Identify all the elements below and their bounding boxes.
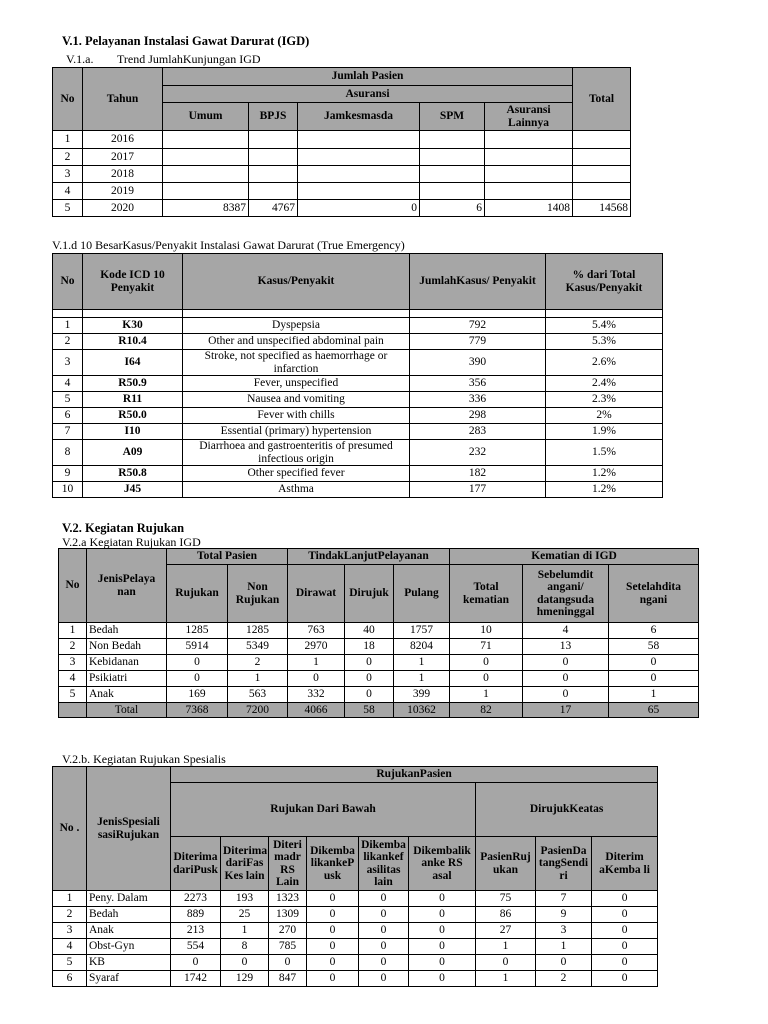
cell-kode: R50.9 <box>83 376 183 392</box>
cell-kode: R50.8 <box>83 466 183 482</box>
cell-c8: 2 <box>536 971 592 987</box>
header-pasien-rujukan: PasienRuj ukan <box>476 837 536 891</box>
cell-c1: 213 <box>171 923 221 939</box>
cell-c6: 0 <box>409 907 476 923</box>
cell-rujukan: 0 <box>167 655 228 671</box>
cell-dirawat: 2970 <box>288 639 345 655</box>
header-diterima-faskes: Diterima dariFas Kes lain <box>221 837 269 891</box>
cell-kasus: Stroke, not specified as haemorrhage or infarction <box>183 350 410 376</box>
cell-total: 14568 <box>573 200 631 217</box>
cell-c2: 193 <box>221 891 269 907</box>
header-tindak-lanjut: TindakLanjutPelayanan <box>288 549 450 565</box>
header-asuransi: Asuransi <box>163 86 573 103</box>
header-persen: % dari Total Kasus/Penyakit <box>546 254 663 310</box>
cell-c4: 0 <box>307 939 359 955</box>
cell-spm: 6 <box>420 200 485 217</box>
cell-umum <box>163 183 249 200</box>
cell-spm <box>420 166 485 183</box>
cell-sebelum: 13 <box>523 639 609 655</box>
cell-non: 2 <box>228 655 288 671</box>
cell-jenis: Obst-Gyn <box>87 939 171 955</box>
cell-c5: 0 <box>359 907 409 923</box>
header-jenis-spesialisasi: JenisSpesiali sasiRujukan <box>87 767 171 891</box>
cell-persen: 5.3% <box>546 334 663 350</box>
cell-c6: 0 <box>409 923 476 939</box>
header-diterima-rs: Diteri madr RS Lain <box>269 837 307 891</box>
cell-jenis: Syaraf <box>87 971 171 987</box>
cell-jumlah: 390 <box>410 350 546 376</box>
header-rujukan: Rujukan <box>167 565 228 623</box>
cell-c3: 0 <box>269 955 307 971</box>
cell-c2: 8 <box>221 939 269 955</box>
cell-c8: 1 <box>536 939 592 955</box>
cell-total-kematian: 0 <box>450 655 523 671</box>
header-no: No <box>53 254 83 310</box>
cell-no: 3 <box>53 923 87 939</box>
table-row <box>53 440 663 466</box>
cell-pulang: 1 <box>394 655 450 671</box>
cell-jumlah: 232 <box>410 440 546 466</box>
cell-dirujuk: 18 <box>345 639 394 655</box>
cell-sebelum: 0 <box>523 655 609 671</box>
cell-lain <box>485 166 573 183</box>
cell-sebelum: 0 <box>523 671 609 687</box>
cell-c4: 0 <box>307 971 359 987</box>
cell-c9: 0 <box>592 907 658 923</box>
table-row <box>53 907 658 923</box>
total-row <box>59 703 699 718</box>
header-dikembalikan-rs: Dikembalik anke RS asal <box>409 837 476 891</box>
header-rujukan-pasien: RujukanPasien <box>171 767 658 783</box>
cell-c1: 554 <box>171 939 221 955</box>
table-row <box>53 482 663 498</box>
cell-c7: 27 <box>476 923 536 939</box>
header-pulang: Pulang <box>394 565 450 623</box>
cell-dirawat: 4066 <box>288 703 345 718</box>
cell-jumlah: 298 <box>410 408 546 424</box>
cell-lain <box>485 149 573 166</box>
cell-bpjs <box>249 131 298 149</box>
cell-lain <box>485 131 573 149</box>
cell-dirawat: 763 <box>288 623 345 639</box>
cell-persen: 1.2% <box>546 466 663 482</box>
cell-setelah: 0 <box>609 655 699 671</box>
cell-no: 1 <box>53 131 83 149</box>
cell-bpjs <box>249 166 298 183</box>
cell-no: 2 <box>53 149 83 166</box>
cell-no: 5 <box>53 955 87 971</box>
rujukan-igd-table <box>58 548 699 718</box>
cell-umum <box>163 131 249 149</box>
subsection-number: V.1.a. <box>66 52 94 66</box>
cell-total-kematian: 82 <box>450 703 523 718</box>
cell-pulang: 399 <box>394 687 450 703</box>
cell-c6: 0 <box>409 891 476 907</box>
cell-c9: 0 <box>592 939 658 955</box>
cell-jumlah: 336 <box>410 392 546 408</box>
header-kasus: Kasus/Penyakit <box>183 254 410 310</box>
header-dikembalikan-pusk: Dikemba likankeP usk <box>307 837 359 891</box>
header-jumlah-pasien: Jumlah Pasien <box>163 68 573 86</box>
cell-non: 563 <box>228 687 288 703</box>
cell-dirujuk: 0 <box>345 671 394 687</box>
cell-jumlah: 182 <box>410 466 546 482</box>
cell-rujukan: 7368 <box>167 703 228 718</box>
cell-no: 3 <box>59 655 87 671</box>
table-row <box>59 623 699 639</box>
header-non-rujukan: Non Rujukan <box>228 565 288 623</box>
header-diterima-kembali: Diterim aKemba li <box>592 837 658 891</box>
cell-c1: 0 <box>171 955 221 971</box>
cell-c3: 270 <box>269 923 307 939</box>
cell-c1: 889 <box>171 907 221 923</box>
cell-jenis: Anak <box>87 923 171 939</box>
header-rujukan-dari-bawah: Rujukan Dari Bawah <box>171 783 476 837</box>
cell-jamkes <box>298 131 420 149</box>
cell-spm <box>420 149 485 166</box>
header-dirujuk: Dirujuk <box>345 565 394 623</box>
header-umum: Umum <box>163 103 249 131</box>
cell-c7: 1 <box>476 939 536 955</box>
cell-no: 5 <box>59 687 87 703</box>
cell-c2: 25 <box>221 907 269 923</box>
cell-c2: 129 <box>221 971 269 987</box>
table-row <box>53 466 663 482</box>
cell-persen: 2.6% <box>546 350 663 376</box>
cell-bpjs <box>249 149 298 166</box>
cell-jamkes <box>298 166 420 183</box>
cell-jumlah: 779 <box>410 334 546 350</box>
cell-no: 7 <box>53 424 83 440</box>
cell-c6: 0 <box>409 939 476 955</box>
top-10-kasus-table <box>52 253 663 498</box>
cell-c4: 0 <box>307 891 359 907</box>
cell-c5: 0 <box>359 923 409 939</box>
header-tahun: Tahun <box>83 68 163 131</box>
cell-rujukan: 5914 <box>167 639 228 655</box>
cell-persen: 1.2% <box>546 482 663 498</box>
cell-c4: 0 <box>307 923 359 939</box>
cell-tahun: 2020 <box>83 200 163 217</box>
table-row <box>53 334 663 350</box>
cell-setelah: 1 <box>609 687 699 703</box>
cell-tahun: 2016 <box>83 131 163 149</box>
table-row <box>53 392 663 408</box>
cell-jumlah: 792 <box>410 318 546 334</box>
cell-pulang: 8204 <box>394 639 450 655</box>
table-row <box>53 891 658 907</box>
cell-kode: I10 <box>83 424 183 440</box>
header-jenis-pelayanan: JenisPelaya nan <box>87 549 167 623</box>
header-diterima-pusk: Diterima dariPusk <box>171 837 221 891</box>
cell-setelah: 58 <box>609 639 699 655</box>
cell-kode: R50.0 <box>83 408 183 424</box>
header-dikembalikan-fasilitas: Dikemba likankef asilitas lain <box>359 837 409 891</box>
header-sebelum: Sebelumdit angani/ datangsuda hmeninggal <box>523 565 609 623</box>
cell-tahun: 2018 <box>83 166 163 183</box>
cell-total-kematian: 0 <box>450 671 523 687</box>
cell-no: 2 <box>59 639 87 655</box>
cell-c5: 0 <box>359 891 409 907</box>
cell-c9: 0 <box>592 923 658 939</box>
cell-no: 6 <box>53 971 87 987</box>
cell-dirujuk: 0 <box>345 687 394 703</box>
cell-persen: 2% <box>546 408 663 424</box>
cell-c8: 7 <box>536 891 592 907</box>
cell-c8: 9 <box>536 907 592 923</box>
cell-kode: R10.4 <box>83 334 183 350</box>
cell-kasus: Dyspepsia <box>183 318 410 334</box>
cell-pulang: 1757 <box>394 623 450 639</box>
subsection-title-trend: Trend JumlahKunjungan IGD <box>117 52 261 66</box>
cell-rujukan: 169 <box>167 687 228 703</box>
cell-dirawat: 332 <box>288 687 345 703</box>
cell-jenis: Non Bedah <box>87 639 167 655</box>
header-jumlah-kasus: JumlahKasus/ Penyakit <box>410 254 546 310</box>
cell-c7: 1 <box>476 971 536 987</box>
cell-setelah: 6 <box>609 623 699 639</box>
cell-no: 1 <box>53 891 87 907</box>
cell-sebelum: 0 <box>523 687 609 703</box>
cell-persen: 1.9% <box>546 424 663 440</box>
cell-c4: 0 <box>307 955 359 971</box>
header-setelah: Setelahdita ngani <box>609 565 699 623</box>
table-row <box>59 655 699 671</box>
cell-non: 7200 <box>228 703 288 718</box>
table-row <box>53 166 631 183</box>
header-no: No . <box>53 767 87 891</box>
table-row <box>53 939 658 955</box>
cell-persen: 2.4% <box>546 376 663 392</box>
cell-no: 2 <box>53 907 87 923</box>
header-dirawat: Dirawat <box>288 565 345 623</box>
table-row <box>53 923 658 939</box>
header-no: No <box>59 549 87 623</box>
cell-total-kematian: 10 <box>450 623 523 639</box>
cell-umum <box>163 149 249 166</box>
table-row <box>53 955 658 971</box>
cell-total-label: Total <box>87 703 167 718</box>
cell-jumlah: 356 <box>410 376 546 392</box>
cell-spm <box>420 183 485 200</box>
subsection-title-10-besar: V.1.d 10 BesarKasus/Penyakit Instalasi Gawat Darurat (True Emergency) <box>52 238 405 252</box>
cell-pulang: 10362 <box>394 703 450 718</box>
cell-total <box>573 166 631 183</box>
cell-no: 5 <box>53 200 83 217</box>
cell-kasus: Nausea and vomiting <box>183 392 410 408</box>
section-title-igd: V.1. Pelayanan Instalasi Gawat Darurat (IGD) <box>62 34 310 48</box>
cell-no: 8 <box>53 440 83 466</box>
cell-jumlah: 283 <box>410 424 546 440</box>
cell-c9: 0 <box>592 955 658 971</box>
cell-jamkes: 0 <box>298 200 420 217</box>
cell-c9: 0 <box>592 891 658 907</box>
trend-kunjungan-table <box>52 67 631 217</box>
cell-c8: 3 <box>536 923 592 939</box>
cell-dirawat: 0 <box>288 671 345 687</box>
cell-bpjs <box>249 183 298 200</box>
rujukan-spesialis-table <box>52 766 658 987</box>
cell-dirawat: 1 <box>288 655 345 671</box>
cell-persen: 5.4% <box>546 318 663 334</box>
cell-total-kematian: 1 <box>450 687 523 703</box>
cell-jenis: Peny. Dalam <box>87 891 171 907</box>
cell-umum <box>163 166 249 183</box>
cell-kasus: Asthma <box>183 482 410 498</box>
cell-dirujuk: 0 <box>345 655 394 671</box>
table-row <box>53 131 631 149</box>
cell-no: 4 <box>53 183 83 200</box>
cell-kasus: Other specified fever <box>183 466 410 482</box>
cell-kasus: Fever with chills <box>183 408 410 424</box>
cell-c3: 1309 <box>269 907 307 923</box>
header-spm: SPM <box>420 103 485 131</box>
header-total-kematian: Total kematian <box>450 565 523 623</box>
cell-umum: 8387 <box>163 200 249 217</box>
cell-setelah: 0 <box>609 671 699 687</box>
cell-no: 4 <box>59 671 87 687</box>
table-row <box>53 200 631 217</box>
table-row <box>59 671 699 687</box>
cell-jamkes <box>298 183 420 200</box>
cell-c3: 847 <box>269 971 307 987</box>
header-kode-icd: Kode ICD 10 Penyakit <box>83 254 183 310</box>
cell-kode: K30 <box>83 318 183 334</box>
table-row <box>53 318 663 334</box>
table-row <box>53 350 663 376</box>
cell-c5: 0 <box>359 971 409 987</box>
cell-kode: R11 <box>83 392 183 408</box>
header-asuransi-lainnya: Asuransi Lainnya <box>485 103 573 131</box>
cell-jenis: Psikiatri <box>87 671 167 687</box>
cell-kasus: Other and unspecified abdominal pain <box>183 334 410 350</box>
table-row <box>53 183 631 200</box>
cell-sebelum: 17 <box>523 703 609 718</box>
header-total: Total <box>573 68 631 131</box>
cell-bpjs: 4767 <box>249 200 298 217</box>
cell-c7: 75 <box>476 891 536 907</box>
cell-no: 5 <box>53 392 83 408</box>
cell-kode: J45 <box>83 482 183 498</box>
cell-dirujuk: 58 <box>345 703 394 718</box>
cell-jamkes <box>298 149 420 166</box>
cell-no: 3 <box>53 166 83 183</box>
cell-c5: 0 <box>359 955 409 971</box>
table-row <box>53 408 663 424</box>
header-dirujuk-keatas: DirujukKeatas <box>476 783 658 837</box>
cell-tahun: 2019 <box>83 183 163 200</box>
cell-setelah: 65 <box>609 703 699 718</box>
cell-c5: 0 <box>359 939 409 955</box>
cell-kasus: Fever, unspecified <box>183 376 410 392</box>
cell-spm <box>420 131 485 149</box>
header-no: No <box>53 68 83 131</box>
cell-lain: 1408 <box>485 200 573 217</box>
cell-persen: 1.5% <box>546 440 663 466</box>
cell-rujukan: 1285 <box>167 623 228 639</box>
table-row <box>59 687 699 703</box>
cell-total <box>573 183 631 200</box>
cell-c7: 0 <box>476 955 536 971</box>
subsection-title-rujukan-spesialis: V.2.b. Kegiatan Rujukan Spesialis <box>62 752 226 766</box>
cell-no: 3 <box>53 350 83 376</box>
cell-dirujuk: 40 <box>345 623 394 639</box>
cell-non: 1285 <box>228 623 288 639</box>
cell-jumlah: 177 <box>410 482 546 498</box>
cell-pulang: 1 <box>394 671 450 687</box>
cell-kode: A09 <box>83 440 183 466</box>
header-kematian: Kematian di IGD <box>450 549 699 565</box>
header-pasien-datang-sendiri: PasienDa tangSendi ri <box>536 837 592 891</box>
subsection-title-rujukan-igd: V.2.a Kegiatan Rujukan IGD <box>62 535 201 549</box>
cell-c3: 1323 <box>269 891 307 907</box>
cell-non: 5349 <box>228 639 288 655</box>
cell-no: 2 <box>53 334 83 350</box>
header-jamkesmasda: Jamkesmasda <box>298 103 420 131</box>
cell-kode: I64 <box>83 350 183 376</box>
cell-c7: 86 <box>476 907 536 923</box>
cell-total-kematian: 71 <box>450 639 523 655</box>
cell-no: 9 <box>53 466 83 482</box>
section-title-rujukan: V.2. Kegiatan Rujukan <box>62 521 185 535</box>
cell-rujukan: 0 <box>167 671 228 687</box>
cell-c8: 0 <box>536 955 592 971</box>
cell-c6: 0 <box>409 971 476 987</box>
cell-jenis: Anak <box>87 687 167 703</box>
cell-jenis: Bedah <box>87 907 171 923</box>
table-row <box>53 149 631 166</box>
cell-c2: 0 <box>221 955 269 971</box>
cell-c9: 0 <box>592 971 658 987</box>
cell-no: 1 <box>59 623 87 639</box>
cell-jenis: KB <box>87 955 171 971</box>
table-row <box>53 424 663 440</box>
cell-total <box>573 149 631 166</box>
cell-non: 1 <box>228 671 288 687</box>
header-bpjs: BPJS <box>249 103 298 131</box>
cell-lain <box>485 183 573 200</box>
cell-sebelum: 4 <box>523 623 609 639</box>
cell-tahun: 2017 <box>83 149 163 166</box>
cell-c6: 0 <box>409 955 476 971</box>
header-total-pasien: Total Pasien <box>167 549 288 565</box>
table-row <box>53 376 663 392</box>
cell-total <box>573 131 631 149</box>
cell-no: 10 <box>53 482 83 498</box>
cell-no: 4 <box>53 376 83 392</box>
cell-no: 4 <box>53 939 87 955</box>
cell-c1: 1742 <box>171 971 221 987</box>
cell-kasus: Diarrhoea and gastroenteritis of presumed infectious origin <box>183 440 410 466</box>
table-row <box>53 971 658 987</box>
cell-jenis: Kebidanan <box>87 655 167 671</box>
table-row <box>59 639 699 655</box>
cell-no: 1 <box>53 318 83 334</box>
cell-c1: 2273 <box>171 891 221 907</box>
cell-kasus: Essential (primary) hypertension <box>183 424 410 440</box>
cell-c4: 0 <box>307 907 359 923</box>
cell-jenis: Bedah <box>87 623 167 639</box>
cell-persen: 2.3% <box>546 392 663 408</box>
cell-no: 6 <box>53 408 83 424</box>
cell-c2: 1 <box>221 923 269 939</box>
cell-c3: 785 <box>269 939 307 955</box>
